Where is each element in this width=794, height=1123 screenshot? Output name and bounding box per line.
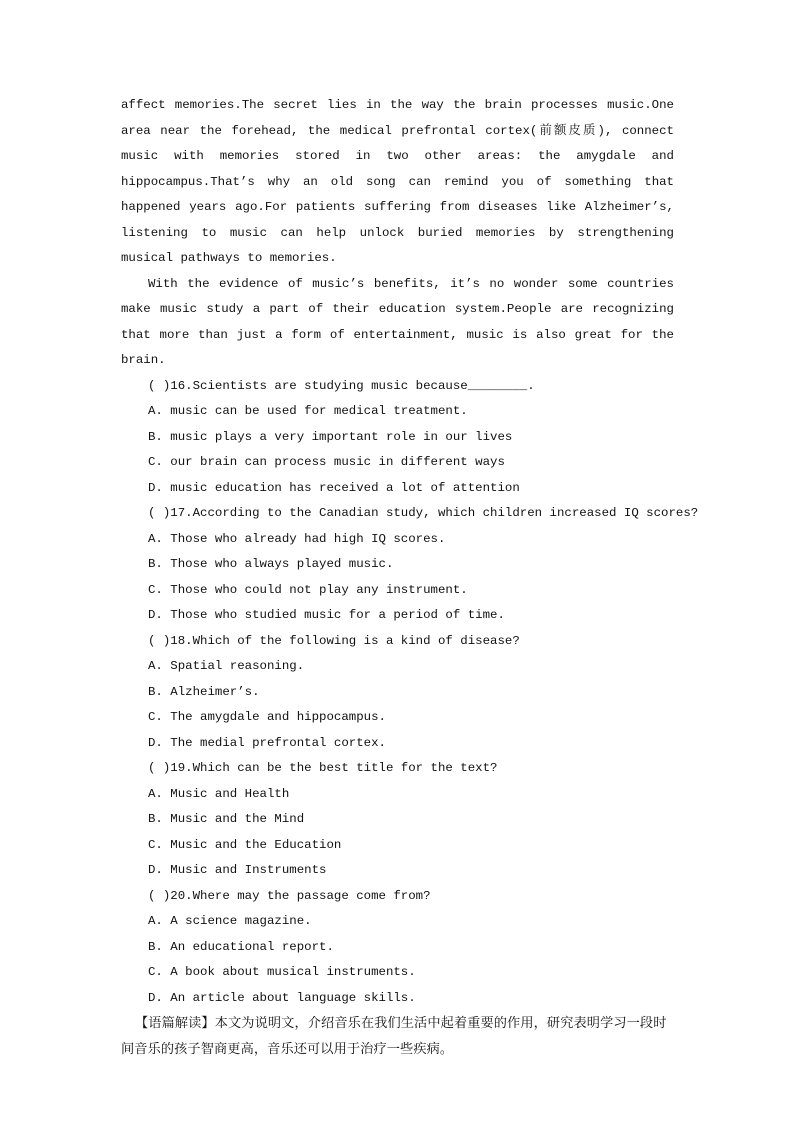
analysis-label: 【语篇解读】 [135, 1016, 215, 1031]
question-option: C. Music and the Education [148, 837, 342, 852]
question-option: D. Those who studied music for a period of time. [148, 608, 505, 622]
question-option: C. Those who could not play any instrument. [148, 582, 468, 597]
passage-analysis [121, 1011, 674, 1063]
question-stem: ( )20.Where may the passage come from? [148, 888, 431, 903]
question-option: D. music education has received a lot of attention [148, 480, 520, 495]
question-option: D. The medial prefrontal cortex. [148, 735, 386, 750]
question-option: A. A science magazine. [148, 914, 312, 928]
question-option: C. A book about musical instruments. [148, 965, 416, 979]
question-20 [121, 884, 674, 1012]
question-stem: ( )16.Scientists are studying music because________. [148, 378, 535, 393]
question-option: C. The amygdale and hippocampus. [148, 710, 386, 724]
question-18 [121, 629, 674, 757]
question-option: B. Alzheimer’s. [148, 684, 260, 699]
passage-paragraph: With the evidence of music’s benefits, it’s no wonder some countries make music study a part of their education system.People are recognizing that more than just a form of entertainment, music is also great for the brain. [121, 276, 674, 367]
analysis-text: 本文为说明文，介绍音乐在我们生活中起着重要的作用，研究表明学习一段时间音乐的孩子智商更高，音乐还可以用于治疗一些疾病。 [121, 1016, 667, 1057]
question-19 [121, 756, 674, 884]
question-option: D. Music and Instruments [148, 863, 327, 877]
question-option: A. Those who already had high IQ scores. [148, 531, 446, 546]
document-body [121, 93, 699, 1063]
question-option: C. our brain can process music in different ways [148, 455, 505, 469]
passage-paragraph: affect memories.The secret lies in the way the brain processes music.One area near the forehead, the medical prefrontal cortex(前额皮质), connect music with memories stored in two other areas: the amygdale and hippocampus.That’s why an old song can remind you of something that happened years ago.For patients suffering from diseases like Alzheimer’s, listening to music can help unlock buried memories by strengthening musical pathways to memories. [121, 98, 674, 265]
question-option: B. An educational report. [148, 939, 334, 954]
question-option: B. music plays a very important role in our lives [148, 429, 513, 444]
question-option: A. Spatial reasoning. [148, 659, 305, 673]
question-option: B. Those who always played music. [148, 557, 394, 571]
question-stem: ( )19.Which can be the best title for the text? [148, 761, 498, 775]
question-17 [121, 501, 699, 629]
question-option: A. Music and Health [148, 786, 290, 801]
question-option: D. An article about language skills. [148, 990, 416, 1005]
question-option: A. music can be used for medical treatment. [148, 404, 468, 418]
question-option: B. Music and the Mind [148, 812, 305, 826]
question-stem: ( )18.Which of the following is a kind of disease? [148, 633, 520, 648]
question-16 [121, 374, 674, 502]
question-stem: ( )17.According to the Canadian study, which children increased IQ scores? [148, 506, 699, 520]
